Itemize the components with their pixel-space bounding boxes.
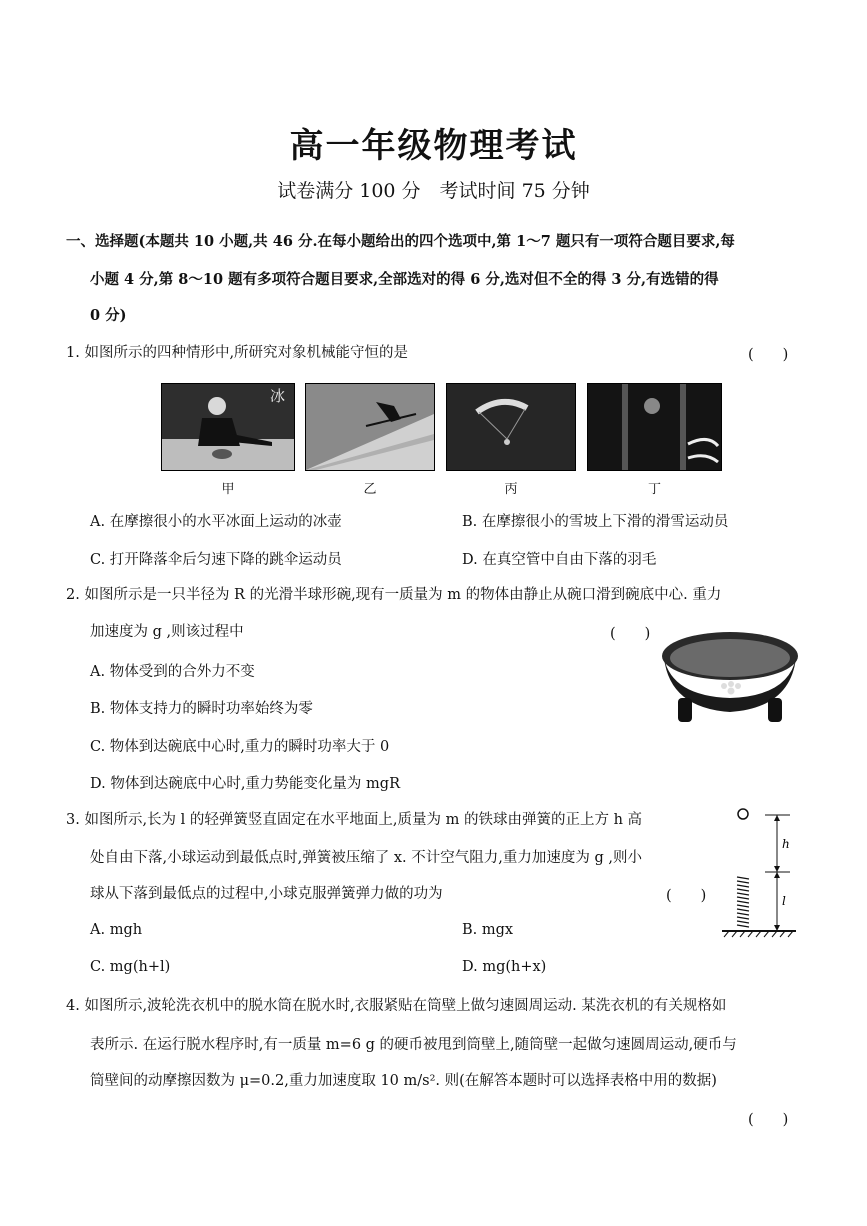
q2-stem-line2: 加速度为 g ,则该过程中 xyxy=(90,624,244,640)
q1-photo-vacuum-tube xyxy=(587,383,722,471)
q3-option-c: C. mg(h+l) xyxy=(90,959,171,975)
q1-caption-yi: 乙 xyxy=(363,482,377,497)
q1-caption-bing: 丙 xyxy=(504,482,518,497)
q1-photo-curling xyxy=(161,383,295,471)
q1-option-c: C. 打开降落伞后匀速下降的跳伞运动员 xyxy=(90,552,342,568)
q3-option-d: D. mg(h+x) xyxy=(462,959,547,975)
q3-option-b: B. mgx xyxy=(462,922,514,938)
q2-stem-line1: 2. 如图所示是一只半径为 R 的光滑半球形碗,现有一质量为 m 的物体由静止从碗口滑到碗底中心. 重力 xyxy=(66,587,722,603)
q4-answer-paren: ( ) xyxy=(748,1112,789,1128)
q1-option-a: A. 在摩擦很小的水平冰面上运动的冰壶 xyxy=(90,514,342,530)
section-instructions-line1: 一、选择题(本题共 10 小题,共 46 分.在每小题给出的四个选项中,第 1～7 题只有一项符合题目要求,每 xyxy=(66,233,735,250)
q2-option-a: A. 物体受到的合外力不变 xyxy=(90,664,255,680)
q3-stem-line3: 球从下落到最低点的过程中,小球克服弹簧弹力做的功为 xyxy=(90,886,443,902)
q1-caption-jia: 甲 xyxy=(221,482,235,497)
q3-stem-line2: 处自由下落,小球运动到最低点时,弹簧被压缩了 x. 不计空气阻力,重力加速度为 g ,则小 xyxy=(90,850,642,866)
section-instructions-line3: 0 分) xyxy=(90,307,127,324)
q4-stem-line3: 筒壁间的动摩擦因数为 μ=0.2,重力加速度取 10 m/s². 则(在解答本题时可以选择表格中用的数据) xyxy=(90,1073,717,1089)
q1-caption-ding: 丁 xyxy=(647,482,661,497)
q3-stem-line1: 3. 如图所示,长为 l 的轻弹簧竖直固定在水平地面上,质量为 m 的铁球由弹簧的正上方 h 高 xyxy=(66,812,643,828)
q2-option-c: C. 物体到达碗底中心时,重力的瞬时功率大于 0 xyxy=(90,739,390,755)
q2-option-b: B. 物体支持力的瞬时功率始终为零 xyxy=(90,701,313,717)
section-instructions-line2: 小题 4 分,第 8～10 题有多项符合题目要求,全部选对的得 6 分,选对但不全的得 3 分,有选错的得 xyxy=(90,271,719,288)
q3-fig-label-h: h xyxy=(782,837,790,851)
q1-option-d: D. 在真空管中自由下落的羽毛 xyxy=(462,552,657,568)
q1-photo-parachute xyxy=(446,383,576,471)
q3-option-a: A. mgh xyxy=(90,922,143,938)
q3-fig-label-l: l xyxy=(782,894,786,908)
q2-answer-paren: ( ) xyxy=(610,626,651,642)
q1-stem: 1. 如图所示的四种情形中,所研究对象机械能守恒的是 xyxy=(66,345,409,361)
page-subtitle: 试卷满分 100 分 考试时间 75 分钟 xyxy=(277,180,590,202)
q3-answer-paren: ( ) xyxy=(666,888,707,904)
q2-option-d: D. 物体到达碗底中心时,重力势能变化量为 mgR xyxy=(90,776,400,792)
q2-bowl-photo xyxy=(660,628,800,728)
q1-option-b: B. 在摩擦很小的雪坡上下滑的滑雪运动员 xyxy=(462,514,729,530)
page-title: 高一年级物理考试 xyxy=(289,126,578,166)
q1-photo-skier xyxy=(305,383,435,471)
q1-answer-paren: ( ) xyxy=(748,347,789,363)
q1-photo-text: 冰 xyxy=(270,387,286,405)
q3-spring-diagram xyxy=(720,805,798,940)
q4-stem-line1: 4. 如图所示,波轮洗衣机中的脱水筒在脱水时,衣服紧贴在筒壁上做匀速圆周运动. 某洗衣机的有关规格如 xyxy=(66,998,727,1014)
q4-stem-line2: 表所示. 在运行脱水程序时,有一质量 m=6 g 的硬币被甩到筒壁上,随筒壁一起做匀速圆周运动,硬币与 xyxy=(90,1037,737,1053)
